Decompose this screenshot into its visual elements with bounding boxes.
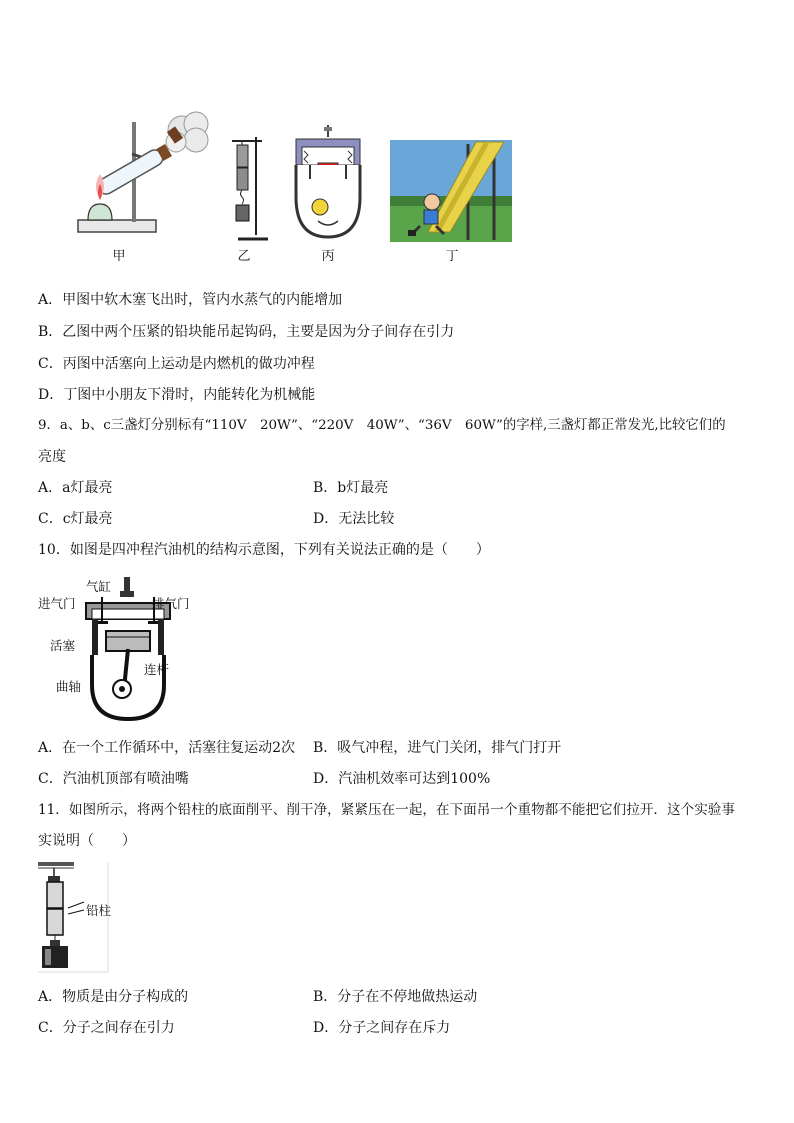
label-lead-column: 铅柱: [86, 903, 112, 918]
q9-stem-line2: 亮度: [38, 449, 66, 465]
label-piston: 活塞: [50, 638, 76, 653]
q8-option-a[interactable]: A．甲图中软木塞飞出时，管内水蒸气的内能增加: [38, 292, 343, 308]
label-crankshaft: 曲轴: [56, 679, 82, 694]
q11-stem-line2: 实说明（ ）: [38, 833, 136, 849]
label-cylinder: 气缸: [86, 579, 112, 594]
q10-option-a[interactable]: A．在一个工作循环中，活塞往复运动2次: [38, 740, 296, 756]
figure-lead-columns: [38, 862, 110, 974]
label-exhaust-valve: 排气门: [152, 596, 190, 611]
q9-option-d[interactable]: D．无法比较: [313, 511, 395, 527]
caption-jia: 甲: [112, 249, 126, 264]
caption-yi: 乙: [237, 249, 251, 264]
q11-option-b[interactable]: B．分子在不停地做热运动: [313, 989, 478, 1005]
label-intake-valve: 进气门: [38, 596, 76, 611]
q10-option-c[interactable]: C．汽油机顶部有喷油嘴: [38, 771, 189, 787]
figure-ding-slide: [390, 140, 512, 242]
q10-stem: 10．如图是四冲程汽油机的结构示意图，下列有关说法正确的是（ ）: [38, 542, 490, 558]
q9-option-b[interactable]: B．b灯最亮: [313, 480, 389, 496]
q11-stem-line1: 11．如图所示，将两个铅柱的底面削平、削干净，紧紧压在一起，在下面吊一个重物都不能把它们拉开．这个实验事: [38, 802, 735, 818]
q9-option-a[interactable]: A．a灯最亮: [38, 480, 113, 496]
q8-option-b[interactable]: B．乙图中两个压紧的铅块能吊起钩码，主要是因为分子间存在引力: [38, 324, 455, 340]
q11-option-a[interactable]: A．物质是由分子构成的: [38, 989, 189, 1005]
q9-stem-line1: 9．a、b、c三盏灯分别标有“110V 20W”、“220V 40W”、“36V 60W”的字样,三盏灯都正常发光,比较它们的: [38, 418, 726, 433]
figure-jia-test-tube: [70, 108, 215, 243]
q11-option-c[interactable]: C．分子之间存在引力: [38, 1020, 175, 1036]
figure-bing-engine: [290, 125, 366, 243]
caption-ding: 丁: [445, 249, 459, 264]
q8-option-c[interactable]: C．丙图中活塞向上运动是内燃机的做功冲程: [38, 356, 315, 372]
q10-option-b[interactable]: B．吸气冲程，进气门关闭，排气门打开: [313, 740, 562, 756]
caption-bing: 丙: [321, 249, 335, 264]
q9-option-c[interactable]: C．c灯最亮: [38, 511, 113, 527]
label-connecting-rod: 连杆: [144, 662, 170, 677]
q10-option-d[interactable]: D．汽油机效率可达到100%: [313, 771, 491, 787]
figure-yi-lead-blocks: [222, 135, 272, 243]
q8-option-d[interactable]: D．丁图中小朋友下滑时，内能转化为机械能: [38, 387, 316, 403]
q11-option-d[interactable]: D．分子之间存在斥力: [313, 1020, 451, 1036]
